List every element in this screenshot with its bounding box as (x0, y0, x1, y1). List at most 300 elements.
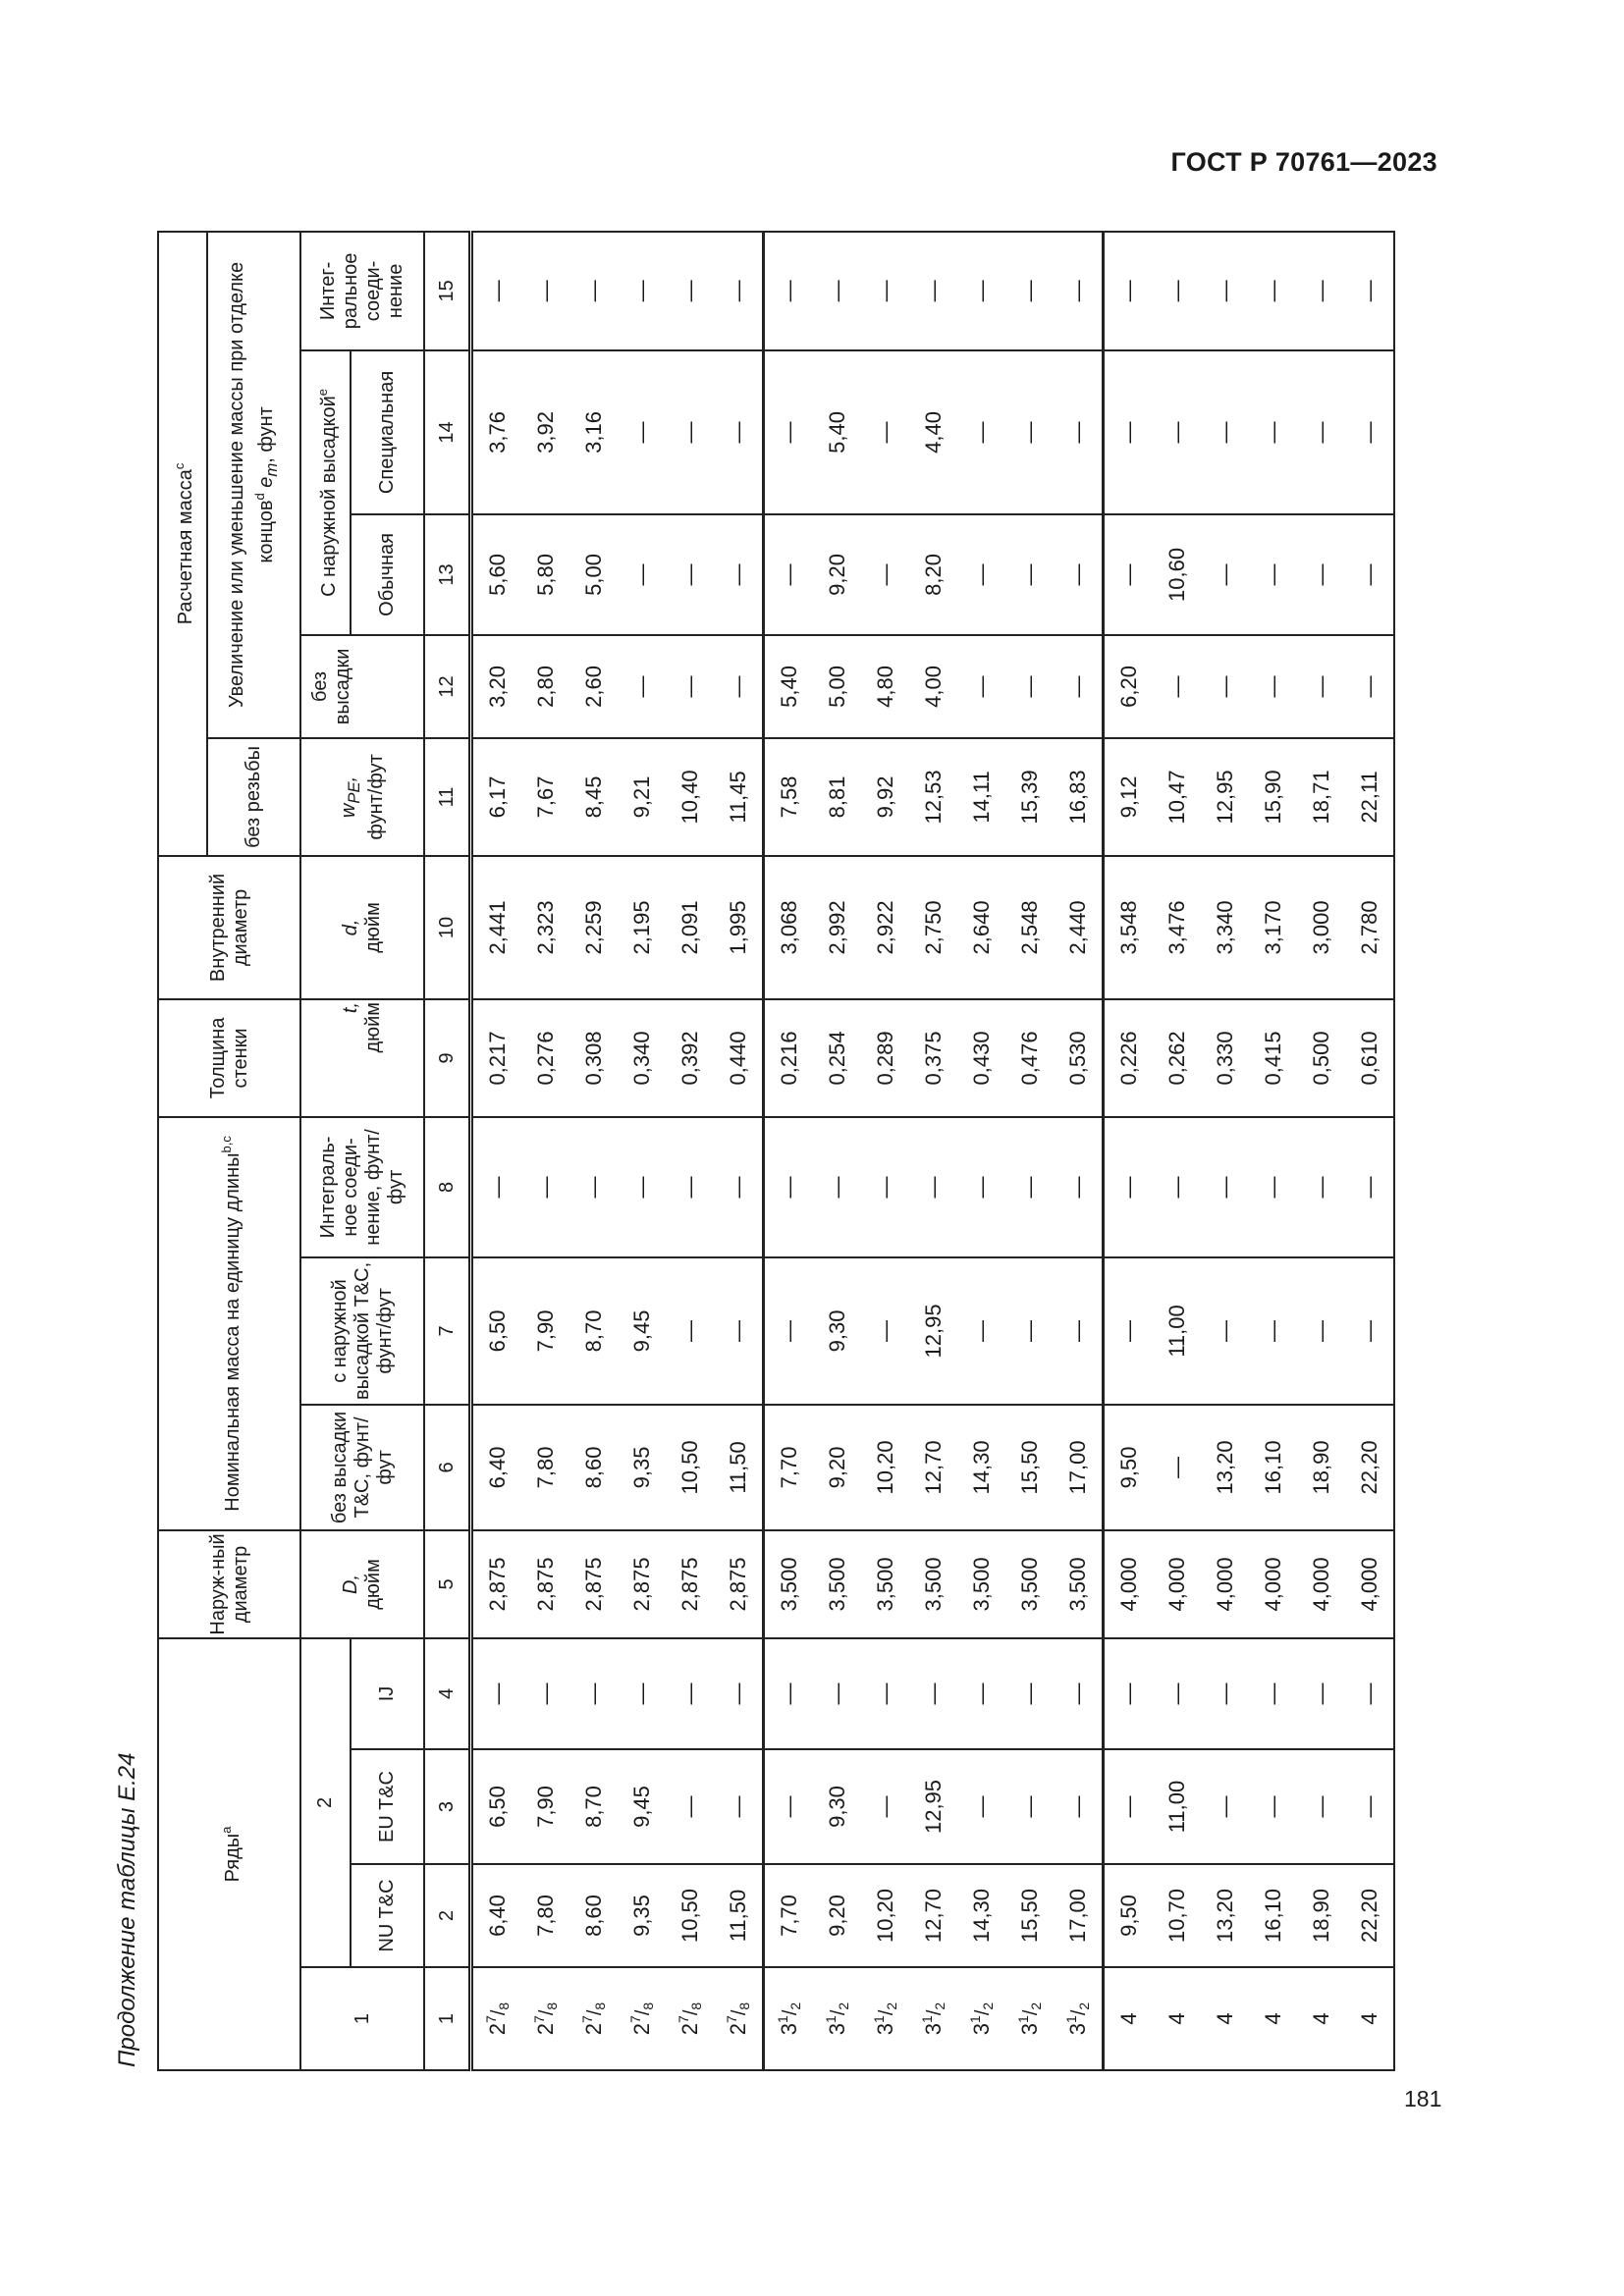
cell-col-8: — (666, 1117, 714, 1257)
cell-col-2: 18,90 (1297, 1864, 1345, 1967)
cell-col-7: — (1249, 1257, 1297, 1405)
cell-col-3: — (1201, 1749, 1249, 1864)
cell-col-12: — (957, 635, 1005, 738)
size-whole: 4 (1357, 2012, 1381, 2025)
cell-col-13: — (1297, 514, 1345, 635)
cell-col-8: — (1201, 1117, 1249, 1257)
header-series-2: 2 (300, 1638, 351, 1967)
size-whole: 3 (968, 2022, 994, 2036)
cell-col-15: — (957, 232, 1005, 350)
cell-size (764, 1967, 814, 2070)
table-row (714, 232, 764, 2070)
fraction-slash: / (679, 2009, 702, 2016)
cell-col-15: — (714, 232, 764, 350)
cell-size (909, 1967, 957, 2070)
cell-col-3: 9,45 (618, 1749, 666, 1864)
cell-col-12: — (1297, 635, 1345, 738)
column-number: 10 (424, 856, 471, 999)
cell-col-12: — (1345, 635, 1394, 738)
cell-col-14: — (861, 350, 909, 514)
size-numerator: 7 (723, 2015, 739, 2023)
cell-col-11: 8,45 (569, 738, 618, 856)
cell-col-15: — (1104, 232, 1154, 350)
cell-col-10: 2,440 (1054, 856, 1104, 999)
cell-col-15: — (1345, 232, 1394, 350)
column-number: 5 (424, 1530, 471, 1638)
cell-col-6: — (1153, 1405, 1201, 1530)
cell-col-7: — (1297, 1257, 1345, 1405)
size-whole: 2 (580, 2022, 606, 2036)
cell-col-2: 13,20 (1201, 1864, 1249, 1967)
cell-col-15: — (569, 232, 618, 350)
cell-col-15: — (1153, 232, 1201, 350)
cell-col-10: 2,992 (813, 856, 861, 999)
cell-col-2: 10,70 (1153, 1864, 1201, 1967)
size-denominator: 8 (639, 2002, 656, 2010)
cell-col-13: — (1005, 514, 1054, 635)
cell-col-11: 6,17 (471, 738, 522, 856)
cell-col-8: — (1104, 1117, 1154, 1257)
cell-col-4: — (1104, 1638, 1154, 1749)
column-number: 4 (424, 1638, 471, 1749)
size-denominator: 8 (735, 2002, 752, 2010)
cell-col-8: — (1249, 1117, 1297, 1257)
cell-col-3: 8,70 (569, 1749, 618, 1864)
cell-col-15: — (861, 232, 909, 350)
cell-col-10: 3,340 (1201, 856, 1249, 999)
cell-col-14: 3,16 (569, 350, 618, 514)
cell-col-12: 5,00 (813, 635, 861, 738)
cell-col-12: — (714, 635, 764, 738)
cell-col-9: 0,500 (1297, 999, 1345, 1117)
cell-col-11: 15,90 (1249, 738, 1297, 856)
cell-col-2: 9,20 (813, 1864, 861, 1967)
cell-col-2: 17,00 (1054, 1864, 1104, 1967)
cell-col-9: 0,340 (618, 999, 666, 1117)
cell-col-3: 12,95 (909, 1749, 957, 1864)
header-ch-no-upset: без высадки (300, 635, 424, 738)
table-row (1153, 232, 1201, 2070)
cell-col-14: — (1005, 350, 1054, 514)
table-caption: Продолжение таблицы Е.24 (114, 1752, 140, 2067)
cell-col-10: 2,441 (471, 856, 522, 999)
cell-col-11: 12,95 (1201, 738, 1249, 856)
size-whole: 2 (532, 2022, 558, 2036)
header-no-thread: без резьбы (207, 738, 300, 856)
cell-col-15: — (521, 232, 569, 350)
cell-col-13: — (1345, 514, 1394, 635)
cell-col-8: — (957, 1117, 1005, 1257)
size-numerator: 7 (675, 2015, 691, 2023)
size-whole: 3 (1016, 2022, 1042, 2036)
cell-col-3: — (1249, 1749, 1297, 1864)
cell-col-9: 0,308 (569, 999, 618, 1117)
cell-col-2: 6,40 (471, 1864, 522, 1967)
cell-col-13: — (714, 514, 764, 635)
size-numerator: 7 (530, 2015, 547, 2023)
cell-col-3: 11,00 (1153, 1749, 1201, 1864)
fraction-slash: / (1019, 2009, 1042, 2016)
cell-col-13: — (618, 514, 666, 635)
cell-col-14: 4,40 (909, 350, 957, 514)
cell-col-9: 0,530 (1054, 999, 1104, 1117)
cell-size (666, 1967, 714, 2070)
cell-col-3: — (666, 1749, 714, 1864)
size-whole: 4 (1164, 2012, 1189, 2025)
cell-col-11: 11,45 (714, 738, 764, 856)
cell-col-10: 2,323 (521, 856, 569, 999)
cell-col-6: 8,60 (569, 1405, 618, 1530)
cell-col-8: — (1345, 1117, 1394, 1257)
cell-col-8: — (1054, 1117, 1104, 1257)
table-row (1297, 232, 1345, 2070)
cell-col-7: — (957, 1257, 1005, 1405)
size-whole: 2 (628, 2022, 654, 2036)
size-whole: 2 (725, 2022, 750, 2036)
cell-col-15: — (1005, 232, 1054, 350)
cell-col-2: 7,70 (764, 1864, 814, 1967)
cell-col-14: — (1054, 350, 1104, 514)
size-whole: 3 (824, 2022, 849, 2036)
cell-col-5: 2,875 (714, 1530, 764, 1638)
fraction-slash: / (728, 2009, 750, 2016)
cell-col-15: — (909, 232, 957, 350)
cell-col-10: 2,922 (861, 856, 909, 999)
cell-col-7: — (1345, 1257, 1394, 1405)
table-row (1054, 232, 1104, 2070)
cell-col-2: 22,20 (1345, 1864, 1394, 1967)
cell-col-4: — (861, 1638, 909, 1749)
cell-col-12: 6,20 (1104, 635, 1154, 738)
cell-col-4: — (1005, 1638, 1054, 1749)
size-whole: 2 (484, 2022, 510, 2036)
cell-col-7: — (1104, 1257, 1154, 1405)
cell-col-3: — (1345, 1749, 1394, 1864)
header-ij: IJ (351, 1638, 424, 1749)
size-numerator: 1 (870, 2015, 887, 2023)
cell-col-14: — (1153, 350, 1201, 514)
cell-col-7: — (1201, 1257, 1249, 1405)
cell-col-6: 10,50 (666, 1405, 714, 1530)
cell-col-6: 6,40 (471, 1405, 522, 1530)
cell-col-5: 4,000 (1104, 1530, 1154, 1638)
fraction-slash: / (487, 2009, 510, 2016)
cell-size (1054, 1967, 1104, 2070)
cell-col-8: — (618, 1117, 666, 1257)
cell-size (471, 1967, 522, 2070)
size-whole: 3 (920, 2022, 946, 2036)
cell-col-6: 11,50 (714, 1405, 764, 1530)
cell-col-14: — (1201, 350, 1249, 514)
cell-col-2: 10,20 (861, 1864, 909, 1967)
size-whole: 4 (1213, 2012, 1237, 2025)
cell-col-14: — (618, 350, 666, 514)
cell-col-8: — (471, 1117, 522, 1257)
header-regular: Обычная (351, 514, 424, 635)
cell-col-13: — (666, 514, 714, 635)
cell-col-13: — (1201, 514, 1249, 635)
cell-col-8: — (569, 1117, 618, 1257)
cell-col-10: 2,640 (957, 856, 1005, 999)
cell-col-14: 3,92 (521, 350, 569, 514)
cell-col-14: — (764, 350, 814, 514)
size-denominator: 8 (591, 2002, 608, 2010)
cell-col-12: 5,40 (764, 635, 814, 738)
cell-col-3: — (714, 1749, 764, 1864)
cell-col-14: — (1104, 350, 1154, 514)
size-whole: 3 (1064, 2022, 1090, 2036)
pipe-data-table (157, 231, 1395, 2071)
header-rows: Ряды$^a$ (158, 1638, 300, 2070)
cell-col-11: 7,67 (521, 738, 569, 856)
cell-col-6: 14,30 (957, 1405, 1005, 1530)
header-special: Специальная (351, 350, 424, 514)
cell-col-3: 7,90 (521, 1749, 569, 1864)
cell-col-7: 9,30 (813, 1257, 861, 1405)
cell-col-8: — (764, 1117, 814, 1257)
cell-col-14: 5,40 (813, 350, 861, 514)
cell-col-9: 0,217 (471, 999, 522, 1117)
column-number: 7 (424, 1257, 471, 1405)
table-row (813, 232, 861, 2070)
cell-col-10: 2,750 (909, 856, 957, 999)
cell-col-15: — (1201, 232, 1249, 350)
cell-col-6: 9,50 (1104, 1405, 1154, 1530)
cell-col-9: 0,289 (861, 999, 909, 1117)
size-denominator: 8 (543, 2002, 560, 2010)
header-outer-diameter: Наруж-ный диаметр (158, 1530, 300, 1638)
size-numerator: 7 (578, 2015, 595, 2023)
cell-col-2: 11,50 (714, 1864, 764, 1967)
cell-col-4: — (1345, 1638, 1394, 1749)
cell-col-5: 3,500 (813, 1530, 861, 1638)
cell-col-6: 18,90 (1297, 1405, 1345, 1530)
header-nm-integral: Интеграль-ное соеди-нение, фунт/фут (300, 1117, 424, 1257)
cell-col-7: 11,00 (1153, 1257, 1201, 1405)
table-row (764, 232, 814, 2070)
cell-col-9: 0,262 (1153, 999, 1201, 1117)
cell-col-13: — (957, 514, 1005, 635)
table-row (1005, 232, 1054, 2070)
cell-col-9: 0,276 (521, 999, 569, 1117)
column-number: 1 (424, 1967, 471, 2070)
cell-col-6: 22,20 (1345, 1405, 1394, 1530)
cell-col-8: — (1297, 1117, 1345, 1257)
cell-col-9: 0,254 (813, 999, 861, 1117)
cell-col-14: — (714, 350, 764, 514)
cell-col-7: — (861, 1257, 909, 1405)
size-denominator: 8 (687, 2002, 704, 2010)
cell-col-14: — (1345, 350, 1394, 514)
cell-col-6: 13,20 (1201, 1405, 1249, 1530)
fraction-slash: / (631, 2009, 654, 2016)
cell-col-5: 2,875 (618, 1530, 666, 1638)
cell-col-13: 10,60 (1153, 514, 1201, 635)
cell-col-12: — (1201, 635, 1249, 738)
cell-col-5: 4,000 (1201, 1530, 1249, 1638)
cell-col-6: 7,80 (521, 1405, 569, 1530)
column-number: 6 (424, 1405, 471, 1530)
cell-col-5: 3,500 (764, 1530, 814, 1638)
cell-col-12: 2,60 (569, 635, 618, 738)
size-whole: 3 (776, 2022, 801, 2036)
cell-col-13: 8,20 (909, 514, 957, 635)
cell-col-3: — (764, 1749, 814, 1864)
cell-size (714, 1967, 764, 2070)
cell-size (1201, 1967, 1249, 2070)
header-wpe: $w_{PE}$, фунт/фут (300, 738, 424, 856)
fraction-slash: / (971, 2009, 994, 2016)
column-number: 12 (424, 635, 471, 738)
cell-col-15: — (764, 232, 814, 350)
size-whole: 3 (872, 2022, 897, 2036)
cell-col-9: 0,330 (1201, 999, 1249, 1117)
cell-col-9: 0,430 (957, 999, 1005, 1117)
size-numerator: 1 (774, 2015, 790, 2023)
header-ch-ext-upset: С наружной высадкой$^e$ (300, 350, 351, 635)
header-calc-mass: Расчетная масса$^c$ (158, 232, 207, 856)
cell-col-5: 3,500 (1054, 1530, 1104, 1638)
cell-col-3: — (1054, 1749, 1104, 1864)
page-number: 181 (1404, 2086, 1442, 2111)
cell-col-11: 12,53 (909, 738, 957, 856)
size-numerator: 1 (918, 2015, 935, 2023)
header-ch-integral: Интег-ральное соеди-нение (300, 232, 424, 350)
cell-col-2: 14,30 (957, 1864, 1005, 1967)
size-denominator: 2 (835, 2002, 851, 2010)
column-number: 2 (424, 1864, 471, 1967)
cell-col-15: — (1249, 232, 1297, 350)
size-whole: 4 (1261, 2012, 1285, 2025)
fraction-slash: / (583, 2009, 606, 2016)
cell-size (521, 1967, 569, 2070)
column-number: 8 (424, 1117, 471, 1257)
cell-col-11: 10,47 (1153, 738, 1201, 856)
cell-col-6: 15,50 (1005, 1405, 1054, 1530)
table-row (618, 232, 666, 2070)
cell-col-6: 7,70 (764, 1405, 814, 1530)
cell-col-5: 2,875 (471, 1530, 522, 1638)
cell-col-11: 14,11 (957, 738, 1005, 856)
cell-col-4: — (666, 1638, 714, 1749)
size-denominator: 2 (979, 2002, 996, 2010)
cell-col-3: — (957, 1749, 1005, 1864)
cell-col-12: — (1153, 635, 1201, 738)
size-denominator: 2 (1027, 2002, 1044, 2010)
cell-col-9: 0,226 (1104, 999, 1154, 1117)
cell-col-7: 12,95 (909, 1257, 957, 1405)
cell-col-12: 3,20 (471, 635, 522, 738)
cell-col-5: 2,875 (569, 1530, 618, 1638)
cell-col-10: 1,995 (714, 856, 764, 999)
size-denominator: 2 (883, 2002, 899, 2010)
cell-col-7: — (764, 1257, 814, 1405)
size-denominator: 8 (495, 2002, 512, 2010)
cell-col-5: 4,000 (1297, 1530, 1345, 1638)
header-series-1: 1 (300, 1967, 424, 2070)
cell-col-9: 0,415 (1249, 999, 1297, 1117)
header-mass-change: Увеличение или уменьшение массы при отделке концов$^d$ $e_m$, фунт (207, 232, 300, 738)
header-nu-tc: NU T&C (351, 1864, 424, 1967)
cell-col-11: 9,21 (618, 738, 666, 856)
header-d-outer: D, дюйм (300, 1530, 424, 1638)
cell-col-11: 9,92 (861, 738, 909, 856)
cell-size (861, 1967, 909, 2070)
cell-col-14: — (1297, 350, 1345, 514)
cell-col-4: — (618, 1638, 666, 1749)
cell-col-6: 16,10 (1249, 1405, 1297, 1530)
cell-col-10: 3,170 (1249, 856, 1297, 999)
cell-col-12: — (1054, 635, 1104, 738)
cell-col-12: 4,00 (909, 635, 957, 738)
cell-col-5: 3,500 (957, 1530, 1005, 1638)
cell-col-11: 7,58 (764, 738, 814, 856)
cell-col-2: 15,50 (1005, 1864, 1054, 1967)
cell-col-4: — (1297, 1638, 1345, 1749)
cell-col-4: — (764, 1638, 814, 1749)
cell-col-15: — (666, 232, 714, 350)
cell-col-3: 9,30 (813, 1749, 861, 1864)
header-eu-tc: EU T&C (351, 1749, 424, 1864)
cell-col-15: — (1297, 232, 1345, 350)
cell-col-5: 4,000 (1249, 1530, 1297, 1638)
cell-col-10: 2,548 (1005, 856, 1054, 999)
cell-col-10: 2,259 (569, 856, 618, 999)
cell-col-10: 3,476 (1153, 856, 1201, 999)
cell-col-4: — (909, 1638, 957, 1749)
cell-col-8: — (714, 1117, 764, 1257)
size-whole: 4 (1309, 2012, 1333, 2025)
column-number: 9 (424, 999, 471, 1117)
column-number: 15 (424, 232, 471, 350)
cell-col-5: 4,000 (1153, 1530, 1201, 1638)
cell-col-2: 16,10 (1249, 1864, 1297, 1967)
cell-col-9: 0,476 (1005, 999, 1054, 1117)
cell-col-5: 2,875 (666, 1530, 714, 1638)
cell-col-15: — (471, 232, 522, 350)
cell-col-2: 8,60 (569, 1864, 618, 1967)
cell-col-7: — (714, 1257, 764, 1405)
cell-col-6: 9,20 (813, 1405, 861, 1530)
column-number: 3 (424, 1749, 471, 1864)
column-number: 11 (424, 738, 471, 856)
column-number: 13 (424, 514, 471, 635)
cell-col-13: 9,20 (813, 514, 861, 635)
size-denominator: 2 (1075, 2002, 1092, 2010)
cell-col-12: — (666, 635, 714, 738)
header-nominal-mass: Номинальная масса на единицу длины$^{b,c}$ (158, 1117, 300, 1530)
cell-size (1345, 1967, 1394, 2070)
size-numerator: 1 (966, 2015, 983, 2023)
cell-size (1005, 1967, 1054, 2070)
size-numerator: 1 (822, 2015, 839, 2023)
cell-col-12: — (1005, 635, 1054, 738)
cell-col-3: — (1297, 1749, 1345, 1864)
cell-col-15: — (1054, 232, 1104, 350)
rotated-table-block (98, 233, 1435, 2071)
cell-size (1249, 1967, 1297, 2070)
table-row (957, 232, 1005, 2070)
cell-size (569, 1967, 618, 2070)
document-code: ГОСТ Р 70761—2023 (1170, 147, 1437, 177)
cell-col-14: — (1249, 350, 1297, 514)
cell-col-7: 9,45 (618, 1257, 666, 1405)
cell-col-4: — (521, 1638, 569, 1749)
cell-col-7: — (1054, 1257, 1104, 1405)
cell-col-15: — (618, 232, 666, 350)
fraction-slash: / (827, 2009, 849, 2016)
cell-col-6: 9,35 (618, 1405, 666, 1530)
